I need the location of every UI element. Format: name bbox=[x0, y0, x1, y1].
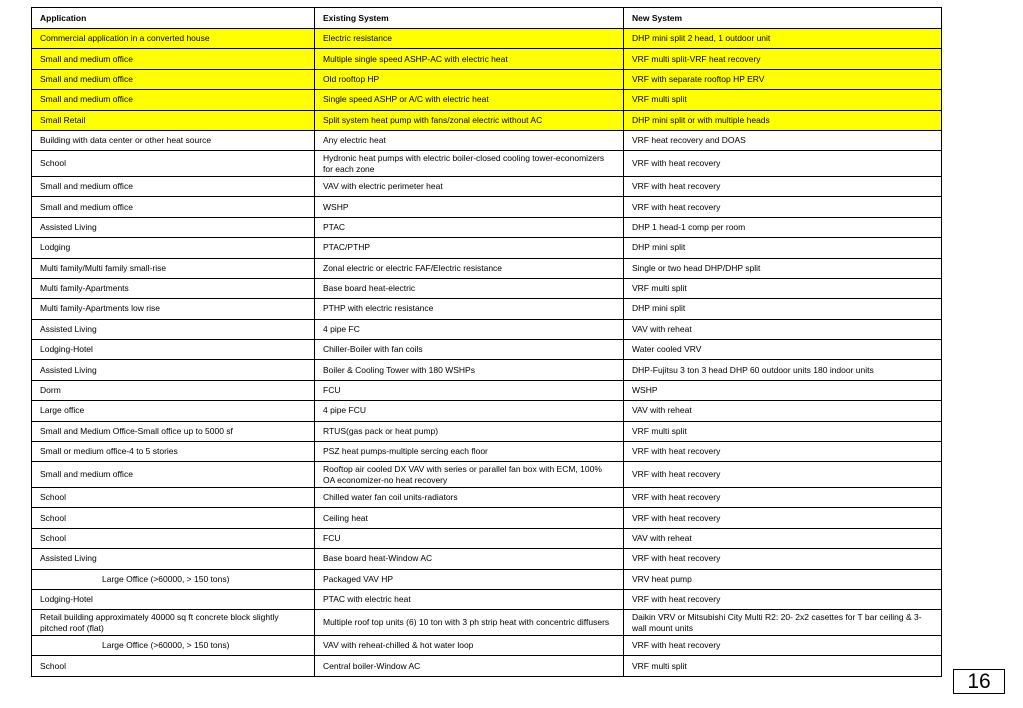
existing-system-cell: 4 pipe FCU bbox=[315, 401, 624, 421]
application-cell: Lodging-Hotel bbox=[32, 589, 315, 609]
application-cell: Multi family-Apartments bbox=[32, 278, 315, 298]
new-system-cell: VAV with reheat bbox=[624, 528, 942, 548]
table-row bbox=[32, 299, 942, 319]
application-cell: Small and medium office bbox=[32, 49, 315, 69]
application-cell: School bbox=[32, 508, 315, 528]
table-row bbox=[32, 589, 942, 609]
table-row bbox=[32, 110, 942, 130]
existing-system-cell: Electric resistance bbox=[315, 29, 624, 49]
table-row bbox=[32, 49, 942, 69]
existing-system-cell: Multiple single speed ASHP-AC with electric heat bbox=[315, 49, 624, 69]
table-row bbox=[32, 656, 942, 676]
table-row bbox=[32, 610, 942, 636]
new-system-cell: DHP mini split 2 head, 1 outdoor unit bbox=[624, 29, 942, 49]
table-row bbox=[32, 258, 942, 278]
existing-system-cell: Rooftop air cooled DX VAV with series or parallel fan box with ECM, 100% OA economizer-no heat recovery bbox=[315, 462, 624, 488]
new-system-cell: VRF multi split bbox=[624, 278, 942, 298]
existing-system-cell: VAV with electric perimeter heat bbox=[315, 176, 624, 196]
application-cell: Large Office (>60000, > 150 tons) bbox=[32, 635, 315, 655]
table-row bbox=[32, 421, 942, 441]
new-system-cell: Daikin VRV or Mitsubishi City Multi R2: 20- 2x2 casettes for T bar ceiling & 3-wall mount units bbox=[624, 610, 942, 636]
new-system-cell: DHP mini split bbox=[624, 238, 942, 258]
table-body bbox=[32, 29, 942, 677]
header-application: Application bbox=[32, 8, 315, 29]
table-row bbox=[32, 29, 942, 49]
new-system-cell: VRF with heat recovery bbox=[624, 508, 942, 528]
new-system-cell: VAV with reheat bbox=[624, 401, 942, 421]
application-cell: Dorm bbox=[32, 380, 315, 400]
existing-system-cell: 4 pipe FC bbox=[315, 319, 624, 339]
existing-system-cell: WSHP bbox=[315, 197, 624, 217]
existing-system-cell: PTAC/PTHP bbox=[315, 238, 624, 258]
existing-system-cell: VAV with reheat-chilled & hot water loop bbox=[315, 635, 624, 655]
existing-system-cell: PTAC with electric heat bbox=[315, 589, 624, 609]
new-system-cell: VRF multi split bbox=[624, 90, 942, 110]
application-cell: Small and Medium Office-Small office up to 5000 sf bbox=[32, 421, 315, 441]
header-new-system: New System bbox=[624, 8, 942, 29]
new-system-cell: VRF with heat recovery bbox=[624, 635, 942, 655]
application-cell: Multi family/Multi family small-rise bbox=[32, 258, 315, 278]
comparison-table bbox=[31, 7, 942, 677]
application-cell: Small and medium office bbox=[32, 69, 315, 89]
table-row bbox=[32, 340, 942, 360]
existing-system-cell: RTUS(gas pack or heat pump) bbox=[315, 421, 624, 441]
application-cell: School bbox=[32, 528, 315, 548]
table-row bbox=[32, 238, 942, 258]
new-system-cell: VRF with heat recovery bbox=[624, 549, 942, 569]
header-existing-system: Existing System bbox=[315, 8, 624, 29]
application-cell: Small and medium office bbox=[32, 462, 315, 488]
existing-system-cell: FCU bbox=[315, 380, 624, 400]
table-row bbox=[32, 176, 942, 196]
new-system-cell: VRF multi split bbox=[624, 421, 942, 441]
new-system-cell: VRF with heat recovery bbox=[624, 589, 942, 609]
application-cell: Lodging-Hotel bbox=[32, 340, 315, 360]
existing-system-cell: Multiple roof top units (6) 10 ton with 3 ph strip heat with concentric diffusers bbox=[315, 610, 624, 636]
new-system-cell: VRF with heat recovery bbox=[624, 197, 942, 217]
table-row bbox=[32, 488, 942, 508]
existing-system-cell: FCU bbox=[315, 528, 624, 548]
new-system-cell: VRF multi split bbox=[624, 656, 942, 676]
existing-system-cell: Packaged VAV HP bbox=[315, 569, 624, 589]
new-system-cell: VRF with heat recovery bbox=[624, 488, 942, 508]
new-system-cell: VRF with heat recovery bbox=[624, 151, 942, 177]
table-row bbox=[32, 360, 942, 380]
application-cell: Assisted Living bbox=[32, 360, 315, 380]
table-row bbox=[32, 401, 942, 421]
new-system-cell: VRV heat pump bbox=[624, 569, 942, 589]
application-cell: Large office bbox=[32, 401, 315, 421]
existing-system-cell: Base board heat-Window AC bbox=[315, 549, 624, 569]
application-cell: Building with data center or other heat source bbox=[32, 130, 315, 150]
application-cell: Small and medium office bbox=[32, 90, 315, 110]
table-row bbox=[32, 197, 942, 217]
new-system-cell: DHP mini split bbox=[624, 299, 942, 319]
existing-system-cell: Single speed ASHP or A/C with electric heat bbox=[315, 90, 624, 110]
application-cell: Large Office (>60000, > 150 tons) bbox=[32, 569, 315, 589]
existing-system-cell: Any electric heat bbox=[315, 130, 624, 150]
table-row bbox=[32, 569, 942, 589]
table-row bbox=[32, 217, 942, 237]
new-system-cell: VRF with heat recovery bbox=[624, 442, 942, 462]
new-system-cell: VRF heat recovery and DOAS bbox=[624, 130, 942, 150]
application-cell: Retail building approximately 40000 sq ft concrete block slightly pitched roof (flat) bbox=[32, 610, 315, 636]
new-system-cell: VRF with heat recovery bbox=[624, 462, 942, 488]
table-row bbox=[32, 278, 942, 298]
application-cell: Assisted Living bbox=[32, 319, 315, 339]
table-row bbox=[32, 442, 942, 462]
application-cell: School bbox=[32, 488, 315, 508]
application-cell: Multi family-Apartments low rise bbox=[32, 299, 315, 319]
new-system-cell: DHP 1 head-1 comp per room bbox=[624, 217, 942, 237]
application-cell: School bbox=[32, 151, 315, 177]
table-row bbox=[32, 508, 942, 528]
existing-system-cell: Zonal electric or electric FAF/Electric resistance bbox=[315, 258, 624, 278]
existing-system-cell: Ceiling heat bbox=[315, 508, 624, 528]
existing-system-cell: PTHP with electric resistance bbox=[315, 299, 624, 319]
page-number: 16 bbox=[953, 669, 1005, 694]
new-system-cell: VRF multi split-VRF heat recovery bbox=[624, 49, 942, 69]
table-row bbox=[32, 151, 942, 177]
existing-system-cell: Boiler & Cooling Tower with 180 WSHPs bbox=[315, 360, 624, 380]
existing-system-cell: Split system heat pump with fans/zonal electric without AC bbox=[315, 110, 624, 130]
table-row bbox=[32, 549, 942, 569]
new-system-cell: VAV with reheat bbox=[624, 319, 942, 339]
new-system-cell: DHP-Fujitsu 3 ton 3 head DHP 60 outdoor units 180 indoor units bbox=[624, 360, 942, 380]
existing-system-cell: Hydronic heat pumps with electric boiler-closed cooling tower-economizers for each zone bbox=[315, 151, 624, 177]
application-cell: Small or medium office-4 to 5 stories bbox=[32, 442, 315, 462]
new-system-cell: Water cooled VRV bbox=[624, 340, 942, 360]
application-cell: School bbox=[32, 656, 315, 676]
existing-system-cell: Central boiler-Window AC bbox=[315, 656, 624, 676]
new-system-cell: DHP mini split or with multiple heads bbox=[624, 110, 942, 130]
table-row bbox=[32, 90, 942, 110]
table-row bbox=[32, 130, 942, 150]
table-row bbox=[32, 319, 942, 339]
new-system-cell: WSHP bbox=[624, 380, 942, 400]
application-cell: Small and medium office bbox=[32, 197, 315, 217]
application-cell: Small and medium office bbox=[32, 176, 315, 196]
table-row bbox=[32, 462, 942, 488]
new-system-cell: VRF with heat recovery bbox=[624, 176, 942, 196]
application-cell: Assisted Living bbox=[32, 217, 315, 237]
new-system-cell: VRF with separate rooftop HP ERV bbox=[624, 69, 942, 89]
existing-system-cell: Base board heat-electric bbox=[315, 278, 624, 298]
existing-system-cell: PTAC bbox=[315, 217, 624, 237]
application-cell: Lodging bbox=[32, 238, 315, 258]
table-header-row bbox=[32, 8, 942, 29]
table-row bbox=[32, 380, 942, 400]
table-row bbox=[32, 528, 942, 548]
existing-system-cell: Old rooftop HP bbox=[315, 69, 624, 89]
table-row bbox=[32, 635, 942, 655]
application-cell: Commercial application in a converted house bbox=[32, 29, 315, 49]
new-system-cell: Single or two head DHP/DHP split bbox=[624, 258, 942, 278]
table-row bbox=[32, 69, 942, 89]
existing-system-cell: Chiller-Boiler with fan coils bbox=[315, 340, 624, 360]
application-cell: Small Retail bbox=[32, 110, 315, 130]
application-cell: Assisted Living bbox=[32, 549, 315, 569]
existing-system-cell: Chilled water fan coil units-radiators bbox=[315, 488, 624, 508]
existing-system-cell: PSZ heat pumps-multiple sercing each floor bbox=[315, 442, 624, 462]
